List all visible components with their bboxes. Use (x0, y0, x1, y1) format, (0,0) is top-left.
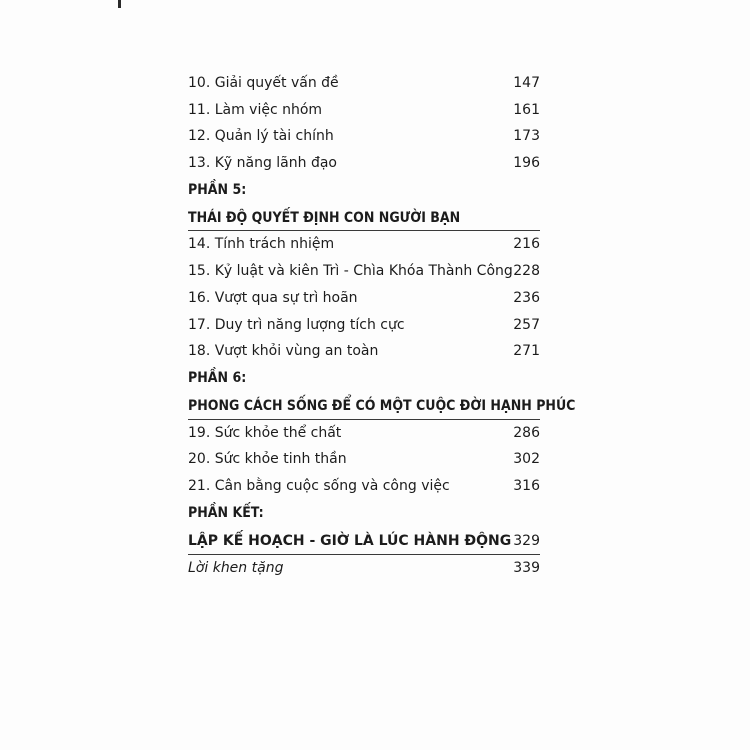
part-end-title-row (188, 527, 540, 555)
part-5-title: THÁI ĐỘ QUYẾT ĐỊNH CON NGƯỜI BẠN (188, 204, 540, 232)
toc-entry-page: 216 (513, 236, 540, 253)
toc-entry-label: 11. Làm việc nhóm (188, 101, 323, 118)
part-end-page: 329 (513, 532, 540, 549)
toc-entry-label: 13. Kỹ năng lãnh đạo (188, 155, 337, 172)
toc-entry-11 (188, 97, 540, 124)
toc-entry-page: 147 (513, 75, 540, 91)
toc-entry-page: 161 (513, 101, 540, 118)
toc-entry-page: 196 (513, 155, 540, 172)
toc-entry-label: 14. Tính trách nhiệm (188, 236, 335, 253)
toc-entry-page: 228 (513, 263, 540, 280)
toc-entry-20 (188, 446, 540, 473)
toc-entry-label: 21. Cân bằng cuộc sống và công việc (188, 477, 450, 494)
toc-entry-page: 236 (513, 289, 540, 306)
toc-closing-label: Lời khen tặng (188, 559, 284, 576)
toc-entry-label: 18. Vượt khỏi vùng an toàn (188, 343, 379, 360)
page-edge-mark (118, 0, 121, 8)
toc-entry-label: 17. Duy trì năng lượng tích cực (188, 316, 405, 333)
table-of-contents (188, 70, 576, 581)
part-end-label: PHẦN KẾT: (188, 504, 264, 521)
toc-entry-closing (188, 555, 540, 582)
toc-entry-page: 316 (513, 477, 540, 494)
toc-entry-label: 10. Giải quyết vấn đề (188, 75, 339, 91)
part-6-label: PHẦN 6: (188, 369, 247, 386)
toc-entry-17 (188, 312, 540, 339)
toc-entry-16 (188, 285, 540, 312)
toc-entry-12 (188, 123, 540, 150)
toc-entry-label: 16. Vượt qua sự trì hoãn (188, 289, 358, 306)
toc-entry-19 (188, 420, 540, 447)
toc-entry-18 (188, 338, 540, 365)
toc-entry-label: 15. Kỷ luật và kiên Trì - Chìa Khóa Thành Công (188, 263, 513, 280)
toc-entry-page: 302 (513, 451, 540, 468)
toc-entry-page: 271 (513, 343, 540, 360)
toc-entry-page: 257 (513, 316, 540, 333)
toc-entry-label: 20. Sức khỏe tinh thần (188, 451, 347, 468)
toc-entry-page: 286 (513, 424, 540, 441)
toc-entry-label: 12. Quản lý tài chính (188, 128, 334, 145)
part-6-title: PHONG CÁCH SỐNG ĐỂ CÓ MỘT CUỘC ĐỜI HẠNH PHÚC (188, 392, 540, 420)
toc-entry-13 (188, 150, 540, 177)
toc-entry-page: 173 (513, 128, 540, 145)
toc-entry-21 (188, 473, 540, 500)
part-end-title: LẬP KẾ HOẠCH - GIỜ LÀ LÚC HÀNH ĐỘNG (188, 532, 512, 549)
toc-closing-page: 339 (513, 559, 540, 576)
toc-entry-15 (188, 258, 540, 285)
toc-entry-10 (188, 70, 540, 97)
toc-entry-14 (188, 231, 540, 258)
part-5-label: PHẦN 5: (188, 181, 247, 198)
toc-entry-label: 19. Sức khỏe thể chất (188, 424, 342, 441)
